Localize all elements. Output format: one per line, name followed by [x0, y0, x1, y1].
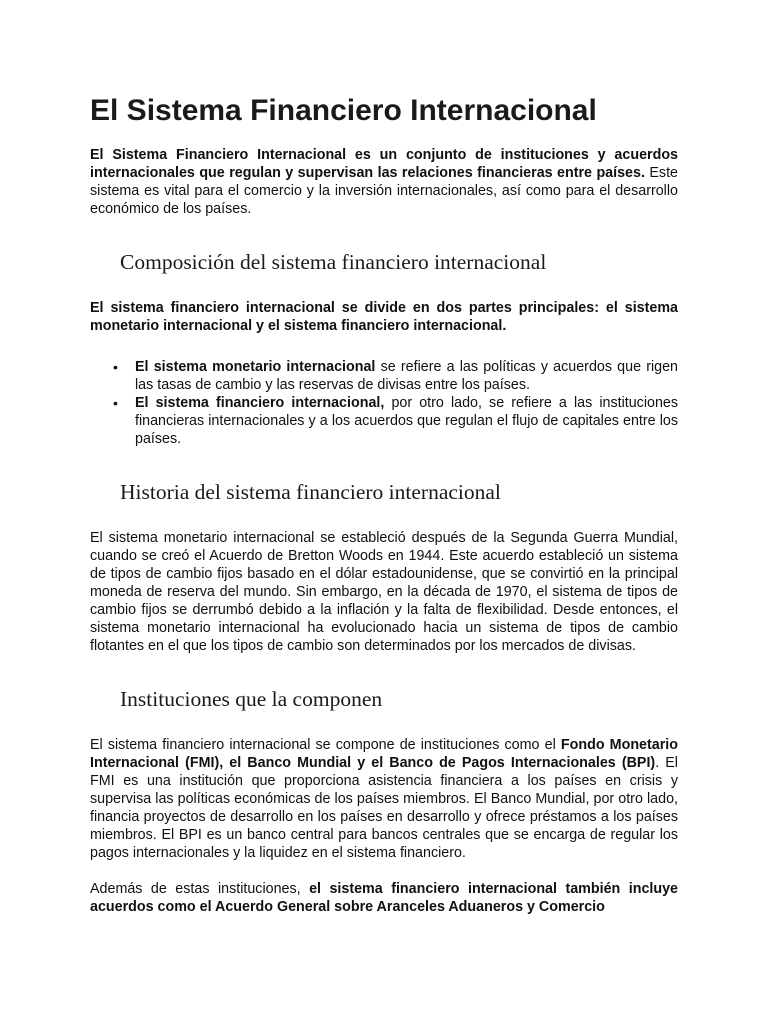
composicion-lead-bold: El sistema financiero internacional se divide en dos partes principales: el sistema monetario internacional y el sistema financiero internacional. [90, 300, 678, 334]
bullet-icon: • [113, 359, 118, 375]
ademas-paragraph [90, 880, 678, 916]
list-item-text: se refiere a las políticas y acuerdos que rigen las tasas de cambio y las reservas de divisas entre los países. [135, 359, 679, 393]
instituciones-text-start: El sistema financiero internacional se compone de instituciones como el [90, 737, 561, 753]
list-item [113, 394, 678, 448]
list-item [113, 358, 679, 394]
bullet-icon: • [113, 395, 118, 411]
instituciones-paragraph [90, 736, 678, 862]
heading-instituciones: Instituciones que la componen [120, 687, 383, 711]
list-item-bold: El sistema monetario internacional [135, 359, 376, 375]
instituciones-bold-text: Fondo Monetario Internacional (FMI), el Banco Mundial y el Banco de Pagos Internacionales (BPI) [90, 737, 678, 771]
composicion-lead [90, 299, 678, 335]
historia-paragraph: El sistema monetario internacional se estableció después de la Segunda Guerra Mundial, cuando se creó el Acuerdo de Bretton Woods en 1944. Este acuerdo estableció un sistema de tipos de cambio fijos basado en el dólar estadounidense, que se convirtió en la principal moneda de reserva del mundo. Sin embargo, en la década de 1970, el sistema de tipos de cambio fijos se derrumbó debido a la inflación y la falta de flexibilidad. Desde entonces, el sistema monetario internacional ha evolucionado hacia un sistema de tipos de cambio flotantes en el que los tipos de cambio son determinados por los mercados de divisas. [90, 530, 678, 654]
ademas-text-start: Además de estas instituciones, [90, 881, 310, 897]
page-title: El Sistema Financiero Internacional [90, 94, 597, 127]
intro-text: Este sistema es vital para el comercio y la inversión internacionales, así como para el desarrollo económico de los países. [90, 165, 678, 217]
ademas-bold-text: el sistema financiero internacional también incluye acuerdos como el Acuerdo General sobre Aranceles Aduaneros y Comercio [90, 881, 679, 915]
intro-paragraph [90, 146, 678, 218]
list-item-text: por otro lado, se refiere a las instituciones financieras internacionales y a los acuerdos que regulan el flujo de capitales entre los países. [135, 395, 678, 447]
instituciones-text-rest: . El FMI es una institución que proporciona asistencia financiera a los países en crisis y supervisa las políticas económicas de los países miembros. El Banco Mundial, por otro lado, financia proyectos de desarrollo en los países en desarrollo y ofrece préstamos a los países miembros. El BPI es un banco central para bancos centrales que se encarga de regular los pagos internacionales y la liquidez en el sistema financiero. [90, 755, 678, 861]
heading-historia: Historia del sistema financiero internacional [120, 480, 501, 504]
intro-bold-text: El Sistema Financiero Internacional es un conjunto de instituciones y acuerdos internacionales que regulan y supervisan las relaciones financieras entre países. [90, 147, 678, 181]
list-item-bold: El sistema financiero internacional, [135, 395, 385, 411]
heading-composicion: Composición del sistema financiero internacional [120, 250, 547, 274]
composicion-list [90, 358, 678, 448]
